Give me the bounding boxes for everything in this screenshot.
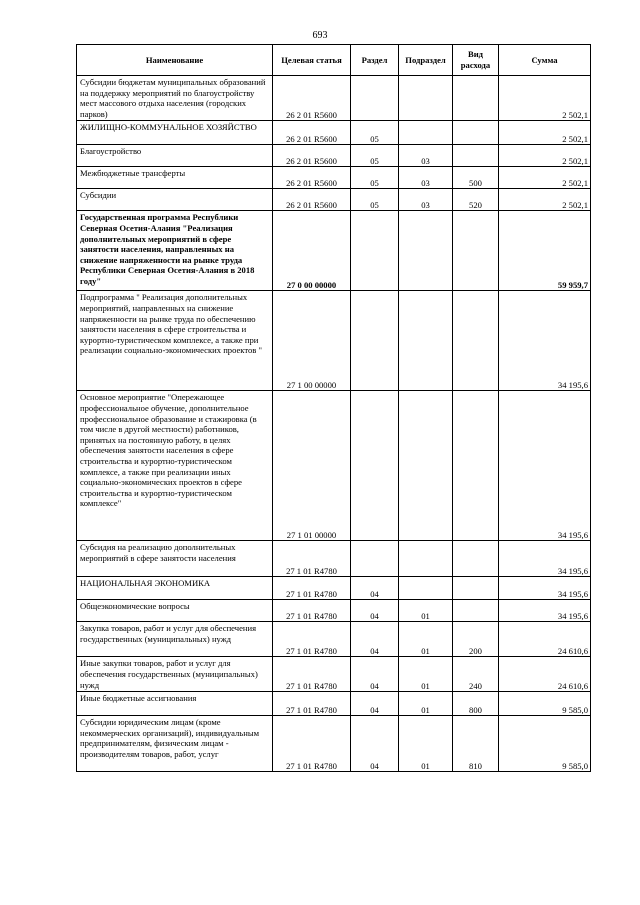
table-row	[77, 622, 591, 657]
row-section-cell	[351, 211, 399, 291]
header-amount: Сумма	[499, 45, 591, 76]
row-target-cell: 27 1 01 R4780	[273, 657, 351, 692]
row-target-cell: 26 2 01 R5600	[273, 121, 351, 145]
row-amount-cell: 34 195,6	[499, 577, 591, 600]
row-section-cell	[351, 391, 399, 541]
row-expense-type-cell: 800	[453, 692, 499, 716]
row-name-cell: Иные бюджетные ассигнования	[77, 692, 273, 716]
table-header-row	[77, 45, 591, 76]
header-target: Целевая статья	[273, 45, 351, 76]
row-target-cell: 26 2 01 R5600	[273, 145, 351, 167]
table-row	[77, 577, 591, 600]
row-expense-type-cell	[453, 121, 499, 145]
table-body	[77, 76, 591, 772]
row-expense-type-cell	[453, 145, 499, 167]
row-section-cell: 04	[351, 577, 399, 600]
row-expense-type-cell	[453, 211, 499, 291]
row-expense-type-cell	[453, 541, 499, 577]
table-row	[77, 716, 591, 772]
table-row	[77, 167, 591, 189]
row-amount-cell: 2 502,1	[499, 167, 591, 189]
row-subsection-cell: 03	[399, 145, 453, 167]
row-name-cell: Благоустройство	[77, 145, 273, 167]
row-name-cell: Основное мероприятие "Опережающее профессиональное обучение, дополнительное профессиональное образование и стажировка (в том числе в другой местности) работников, принятых на постоянную работу, в целях обеспечения занятости населения в сфере строительства и курортно-туристическом комплексе, а также при реализации иных социально-экономических проектов в сфере строительства и курортно-туристическом комплексе"	[77, 391, 273, 541]
row-amount-cell: 24 610,6	[499, 622, 591, 657]
row-subsection-cell	[399, 577, 453, 600]
row-amount-cell: 2 502,1	[499, 145, 591, 167]
row-subsection-cell: 01	[399, 716, 453, 772]
table-row	[77, 600, 591, 622]
row-section-cell: 04	[351, 716, 399, 772]
row-section-cell: 05	[351, 145, 399, 167]
row-target-cell: 26 2 01 R5600	[273, 76, 351, 121]
row-target-cell: 27 1 01 R4780	[273, 600, 351, 622]
row-amount-cell: 34 195,6	[499, 291, 591, 391]
table-row	[77, 211, 591, 291]
row-name-cell: НАЦИОНАЛЬНАЯ ЭКОНОМИКА	[77, 577, 273, 600]
row-amount-cell: 2 502,1	[499, 189, 591, 211]
row-section-cell: 04	[351, 600, 399, 622]
row-section-cell: 04	[351, 657, 399, 692]
header-subsection: Подраздел	[399, 45, 453, 76]
row-target-cell: 27 1 01 R4780	[273, 692, 351, 716]
table-row	[77, 76, 591, 121]
table-row	[77, 657, 591, 692]
row-section-cell: 05	[351, 121, 399, 145]
row-amount-cell: 9 585,0	[499, 716, 591, 772]
row-subsection-cell	[399, 121, 453, 145]
row-name-cell: Субсидии	[77, 189, 273, 211]
row-name-cell: Государственная программа Республики Северная Осетия-Алания "Реализация дополнительных мероприятий в сфере занятости населения, направленных на снижение напряженности на рынке труда Республики Северная Осетия-Алания в 2018 году"	[77, 211, 273, 291]
row-subsection-cell	[399, 76, 453, 121]
row-target-cell: 27 1 01 R4780	[273, 622, 351, 657]
row-target-cell: 27 1 00 00000	[273, 291, 351, 391]
row-expense-type-cell	[453, 600, 499, 622]
row-subsection-cell: 01	[399, 600, 453, 622]
table-row	[77, 692, 591, 716]
row-subsection-cell: 01	[399, 622, 453, 657]
row-expense-type-cell: 200	[453, 622, 499, 657]
row-expense-type-cell	[453, 76, 499, 121]
table-row	[77, 189, 591, 211]
budget-table	[76, 44, 591, 772]
row-subsection-cell: 01	[399, 692, 453, 716]
row-name-cell: Межбюджетные трансферты	[77, 167, 273, 189]
row-section-cell: 04	[351, 622, 399, 657]
row-section-cell	[351, 541, 399, 577]
row-subsection-cell	[399, 291, 453, 391]
row-target-cell: 27 1 01 R4780	[273, 541, 351, 577]
row-name-cell: Субсидии юридическим лицам (кроме некоммерческих организаций), индивидуальным предпринимателям, физическим лицам - производителям товаров, работ, услуг	[77, 716, 273, 772]
table-row	[77, 145, 591, 167]
row-target-cell: 27 0 00 00000	[273, 211, 351, 291]
table-row	[77, 291, 591, 391]
row-amount-cell: 24 610,6	[499, 657, 591, 692]
row-section-cell: 04	[351, 692, 399, 716]
table-row	[77, 391, 591, 541]
row-name-cell: Закупка товаров, работ и услуг для обеспечения государственных (муниципальных) нужд	[77, 622, 273, 657]
row-subsection-cell: 01	[399, 657, 453, 692]
row-expense-type-cell	[453, 577, 499, 600]
row-section-cell: 05	[351, 189, 399, 211]
row-section-cell: 05	[351, 167, 399, 189]
row-amount-cell: 34 195,6	[499, 600, 591, 622]
header-name: Наименование	[77, 45, 273, 76]
row-amount-cell: 34 195,6	[499, 391, 591, 541]
row-target-cell: 26 2 01 R5600	[273, 189, 351, 211]
row-section-cell	[351, 76, 399, 121]
row-expense-type-cell	[453, 291, 499, 391]
row-target-cell: 26 2 01 R5600	[273, 167, 351, 189]
row-expense-type-cell: 500	[453, 167, 499, 189]
row-amount-cell: 2 502,1	[499, 121, 591, 145]
header-section: Раздел	[351, 45, 399, 76]
header-expense-type: Вид расхода	[453, 45, 499, 76]
row-subsection-cell: 03	[399, 167, 453, 189]
row-expense-type-cell: 240	[453, 657, 499, 692]
row-section-cell	[351, 291, 399, 391]
row-target-cell: 27 1 01 R4780	[273, 716, 351, 772]
row-target-cell: 27 1 01 00000	[273, 391, 351, 541]
row-amount-cell: 2 502,1	[499, 76, 591, 121]
page-number: 693	[312, 30, 328, 41]
row-subsection-cell	[399, 391, 453, 541]
row-name-cell: ЖИЛИЩНО-КОММУНАЛЬНОЕ ХОЗЯЙСТВО	[77, 121, 273, 145]
row-name-cell: Подпрограмма " Реализация дополнительных мероприятий, направленных на снижение напряженности на рынке труда по обеспечению занятости населения в сфере строительства и курортно-туристическом комплексе, а также при реализации социально-экономических проектов "	[77, 291, 273, 391]
row-subsection-cell	[399, 211, 453, 291]
row-expense-type-cell: 520	[453, 189, 499, 211]
row-amount-cell: 34 195,6	[499, 541, 591, 577]
row-amount-cell: 59 959,7	[499, 211, 591, 291]
table-row	[77, 121, 591, 145]
row-expense-type-cell: 810	[453, 716, 499, 772]
row-name-cell: Иные закупки товаров, работ и услуг для обеспечения государственных (муниципальных) нужд	[77, 657, 273, 692]
row-name-cell: Общеэкономические вопросы	[77, 600, 273, 622]
table-row	[77, 541, 591, 577]
row-name-cell: Субсидии бюджетам муниципальных образований на поддержку мероприятий по благоустройству мест массового отдыха населения (городских парков)	[77, 76, 273, 121]
row-name-cell: Субсидия на реализацию дополнительных мероприятий в сфере занятости населения	[77, 541, 273, 577]
row-subsection-cell: 03	[399, 189, 453, 211]
row-amount-cell: 9 585,0	[499, 692, 591, 716]
row-subsection-cell	[399, 541, 453, 577]
row-target-cell: 27 1 01 R4780	[273, 577, 351, 600]
row-expense-type-cell	[453, 391, 499, 541]
